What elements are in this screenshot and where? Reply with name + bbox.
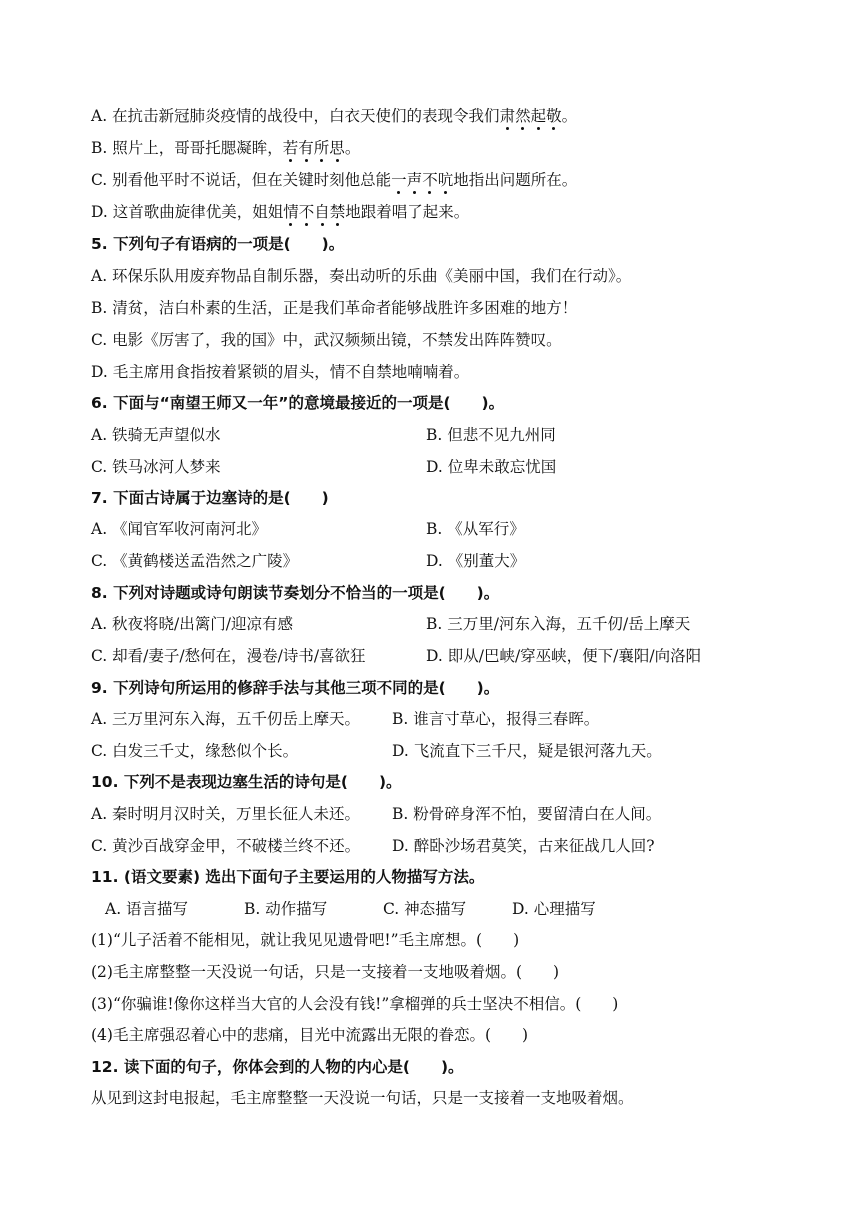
q11-item-4: (4)毛主席强忍着心中的悲痛，目光中流露出无限的眷恋。( ) xyxy=(91,1026,529,1044)
q11-item-3: (3)“你骗谁!像你这样当大官的人会没有钱!”拿榴弹的兵士坚决不相信。( ) xyxy=(91,995,619,1013)
q8-option-d: D. 即从/巴峡/穿巫峡，便下/襄阳/向洛阳 xyxy=(426,647,702,665)
emphasis-dot-char: 有 xyxy=(298,139,314,157)
emphasis-dot-char: 声 xyxy=(406,171,423,189)
q4-option-c xyxy=(91,170,577,190)
emphasis-dot-char: 思 xyxy=(329,139,345,157)
emphasis-dot-char: 敬 xyxy=(546,107,562,125)
emphasis-dot-char: 所 xyxy=(313,139,330,157)
q4-b-tail: 。 xyxy=(344,139,361,157)
q9-option-a: A. 三万里河东入海，五千仞岳上摩天。 xyxy=(91,710,361,728)
q4-a-dotted-phrase xyxy=(500,107,562,125)
emphasis-dot-char: 然 xyxy=(515,107,531,125)
emphasis-dot-char: 不 xyxy=(422,171,438,189)
emphasis-dot-char: 自 xyxy=(314,203,330,221)
q8-option-a: A. 秋夜将晓/出篱门/迎凉有感 xyxy=(91,615,293,633)
q5-option-a: A. 环保乐队用废弃物品自制乐器，奏出动听的乐曲《美丽中国，我们在行动》。 xyxy=(91,267,632,285)
q11-choice-c: C. 神态描写 xyxy=(383,900,467,918)
q7-stem: 7. 下面古诗属于边塞诗的是( ) xyxy=(91,489,329,507)
q4-d-dotted-phrase xyxy=(283,203,345,221)
q7-option-b: B. 《从军行》 xyxy=(426,520,525,538)
q4-c-text: C. 别看他平时不说话，但在关键时刻他总能 xyxy=(91,171,392,189)
q5-option-c: C. 电影《厉害了，我的国》中，武汉频频出镜，不禁发出阵阵赞叹。 xyxy=(91,331,562,349)
q11-choice-b: B. 动作描写 xyxy=(244,900,328,918)
q12-quote: 从见到这封电报起，毛主席整整一天没说一句话，只是一支接着一支地吸着烟。 xyxy=(91,1089,634,1107)
q9-option-c: C. 白发三千丈，缘愁似个长。 xyxy=(91,742,299,760)
q6-option-a: A. 铁骑无声望似水 xyxy=(91,426,221,444)
q7-option-d: D. 《别董大》 xyxy=(426,552,526,570)
emphasis-dot-char: 若 xyxy=(282,139,299,157)
q6-option-c: C. 铁马冰河人梦来 xyxy=(91,458,221,476)
q4-c-dotted-phrase xyxy=(391,171,453,189)
q4-option-a xyxy=(91,106,577,126)
q11-choice-a: A. 语言描写 xyxy=(105,900,189,918)
q6-option-b: B. 但悲不见九州同 xyxy=(426,426,556,444)
q4-d-text: D. 这首歌曲旋律优美，姐姐 xyxy=(91,203,284,221)
q10-option-b: B. 粉骨碎身浑不怕，要留清白在人间。 xyxy=(392,805,662,823)
q9-option-b: B. 谁言寸草心，报得三春晖。 xyxy=(392,710,600,728)
q9-stem: 9. 下列诗句所运用的修辞手法与其他三项不同的是( )。 xyxy=(91,679,500,697)
emphasis-dot-char: 禁 xyxy=(329,203,346,221)
emphasis-dot-char: 吭 xyxy=(437,171,454,189)
emphasis-dot-char: 起 xyxy=(530,107,547,125)
q6-option-d: D. 位卑未敢忘忧国 xyxy=(426,458,557,476)
q5-option-b: B. 清贫，洁白朴素的生活，正是我们革命者能够战胜许多困难的地方！ xyxy=(91,299,578,317)
q7-option-a: A. 《闻官军收河南河北》 xyxy=(91,520,268,538)
q5-stem: 5. 下列句子有语病的一项是( )。 xyxy=(91,235,345,253)
q4-a-tail: 。 xyxy=(561,107,578,125)
q4-d-tail: 地跟着唱了起来。 xyxy=(345,203,470,221)
q11-item-2: (2)毛主席整整一天没说一句话，只是一支接着一支地吸着烟。( ) xyxy=(91,963,560,981)
q7-option-c: C. 《黄鹤楼送孟浩然之广陵》 xyxy=(91,552,299,570)
q10-option-a: A. 秦时明月汉时关，万里长征人未还。 xyxy=(91,805,361,823)
q4-option-b xyxy=(91,138,360,158)
emphasis-dot-char: 情 xyxy=(283,203,299,221)
q4-b-text: B. 照片上，哥哥托腮凝眸， xyxy=(91,139,283,157)
emphasis-dot-char: 肃 xyxy=(499,107,516,125)
q8-option-c: C. 却看/妻子/愁何在，漫卷/诗书/喜欲狂 xyxy=(91,647,366,665)
q11-stem: 11. (语文要素) 选出下面句子主要运用的人物描写方法。 xyxy=(91,868,485,886)
q4-c-tail: 地指出问题所在。 xyxy=(453,171,578,189)
q4-option-d xyxy=(91,202,469,222)
q8-option-b: B. 三万里/河东入海，五千仞/岳上摩天 xyxy=(426,615,691,633)
q10-option-c: C. 黄沙百战穿金甲，不破楼兰终不还。 xyxy=(91,837,361,855)
emphasis-dot-char: 一 xyxy=(391,171,407,189)
q11-choice-d: D. 心理描写 xyxy=(512,900,596,918)
q9-option-d: D. 飞流直下三千尺，疑是银河落九天。 xyxy=(392,742,662,760)
q10-stem: 10. 下列不是表现边塞生活的诗句是( )。 xyxy=(91,773,402,791)
q8-stem: 8. 下列对诗题或诗句朗读节奏划分不恰当的一项是( )。 xyxy=(91,584,500,602)
emphasis-dot-char: 不 xyxy=(298,203,315,221)
q4-b-dotted-phrase xyxy=(283,139,345,157)
q4-a-text: A. 在抗击新冠肺炎疫情的战役中，白衣天使们的表现令我们 xyxy=(91,107,500,125)
q6-stem: 6. 下面与“南望王师又一年”的意境最接近的一项是( )。 xyxy=(91,394,505,412)
q5-option-d: D. 毛主席用食指按着紧锁的眉头，情不自禁地喃喃着。 xyxy=(91,363,470,381)
q12-stem: 12. 读下面的句子，你体会到的人物的内心是( )。 xyxy=(91,1058,464,1076)
q11-item-1: (1)“儿子活着不能相见，就让我见见遗骨吧!”毛主席想。( ) xyxy=(91,931,520,949)
q10-option-d: D. 醉卧沙场君莫笑，古来征战几人回? xyxy=(392,837,655,855)
